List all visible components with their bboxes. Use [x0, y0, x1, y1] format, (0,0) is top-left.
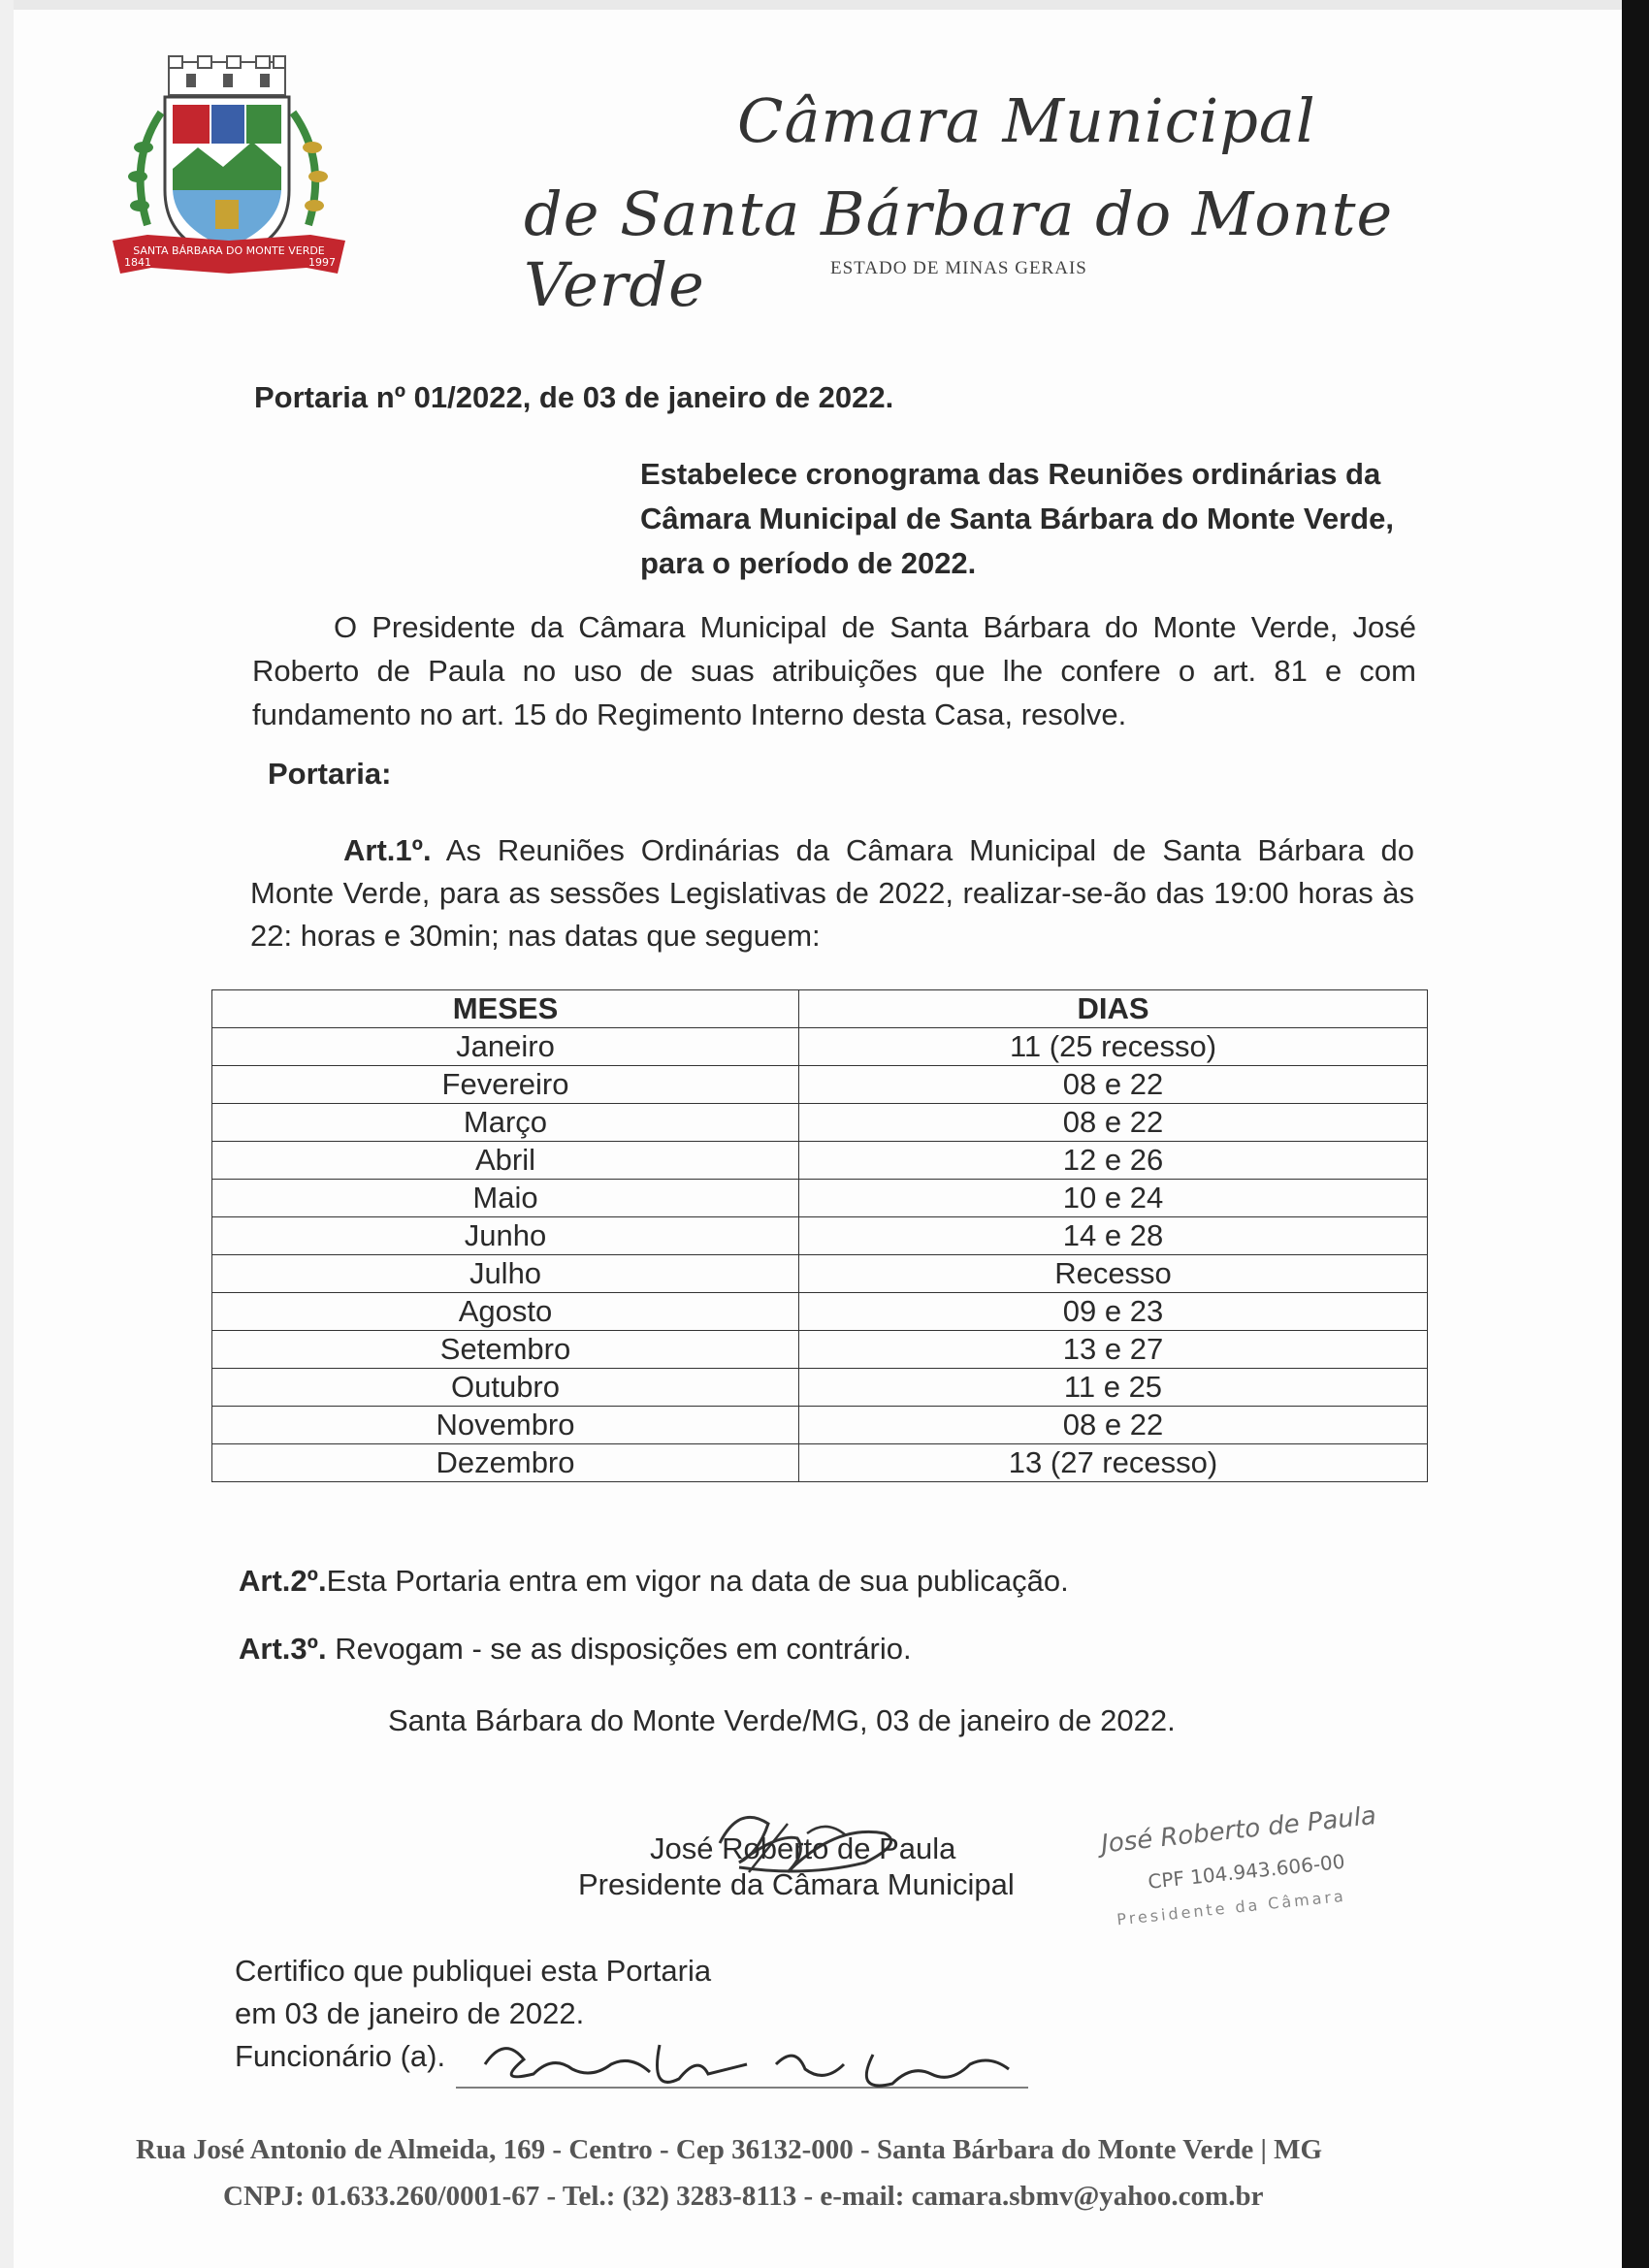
table-row [212, 1444, 1428, 1482]
signatory-role: Presidente da Câmara Municipal [578, 1867, 1015, 1901]
scan-edge-left [0, 0, 14, 2268]
month-cell: Maio [212, 1180, 799, 1217]
signatory-name: José Roberto de Paula [650, 1831, 956, 1865]
month-cell: Abril [212, 1142, 799, 1180]
article-2-label: Art.2º. [239, 1564, 327, 1598]
article-1-label: Art.1º. [343, 833, 432, 867]
month-cell: Fevereiro [212, 1066, 799, 1104]
portaria-label: Portaria: [268, 757, 392, 791]
crest-banner-text: SANTA BÁRBARA DO MONTE VERDE [133, 244, 325, 257]
crest-year-left: 1841 [124, 256, 151, 269]
days-cell: 10 e 24 [799, 1180, 1428, 1217]
certification-line1: Certifico que publiquei esta Portaria [235, 1954, 712, 1988]
table-row [212, 1255, 1428, 1293]
column-header-dias: DIAS [799, 990, 1428, 1028]
article-3-label: Art.3º. [239, 1632, 327, 1666]
table-row [212, 1407, 1428, 1444]
table-row [212, 1217, 1428, 1255]
official-stamp [1086, 1784, 1393, 1978]
crest-year-right: 1997 [308, 256, 336, 269]
certification-line3: Funcionário (a). [235, 2039, 446, 2073]
header-title-line1: Câmara Municipal [737, 85, 1316, 156]
document-title: Portaria nº 01/2022, de 03 de janeiro de 2022. [254, 380, 894, 414]
days-cell: 13 e 27 [799, 1331, 1428, 1369]
days-cell: 08 e 22 [799, 1407, 1428, 1444]
column-header-meses: MESES [212, 990, 799, 1028]
days-cell: 11 e 25 [799, 1369, 1428, 1407]
table-row [212, 1066, 1428, 1104]
article-3 [239, 1632, 912, 1667]
table-row [212, 1369, 1428, 1407]
table-row [212, 1142, 1428, 1180]
month-cell: Dezembro [212, 1444, 799, 1482]
days-cell: Recesso [799, 1255, 1428, 1293]
article-1-text: As Reuniões Ordinárias da Câmara Municipal de Santa Bárbara do Monte Verde, para as sessões Legislativas de 2022, realizar-se-ão das 19:00 horas às 22: horas e 30min; nas datas que seguem: [250, 833, 1414, 953]
table-row [212, 1180, 1428, 1217]
employee-handwritten-signature [456, 2025, 1048, 2103]
table-header-row [212, 990, 1428, 1028]
table-row [212, 1293, 1428, 1331]
days-cell: 13 (27 recesso) [799, 1444, 1428, 1482]
month-cell: Junho [212, 1217, 799, 1255]
article-3-text: Revogam - se as disposições em contrário. [326, 1632, 912, 1666]
stamp-name: José Roberto de Paula [1099, 1801, 1378, 1860]
month-cell: Novembro [212, 1407, 799, 1444]
scan-edge-top [0, 0, 1649, 10]
month-cell: Agosto [212, 1293, 799, 1331]
scan-edge-right [1622, 0, 1649, 2268]
header-title-line2: de Santa Bárbara do Monte Verde [524, 178, 1394, 320]
article-1 [250, 829, 1414, 957]
month-cell: Janeiro [212, 1028, 799, 1066]
footer-contact: CNPJ: 01.633.260/0001-67 - Tel.: (32) 3283-8113 - e-mail: camara.sbmv@yahoo.com.br [223, 2181, 1264, 2212]
table-row [212, 1331, 1428, 1369]
stamp-role: Presidente da Câmara [1116, 1886, 1347, 1929]
month-cell: Julho [212, 1255, 799, 1293]
days-cell: 08 e 22 [799, 1066, 1428, 1104]
footer-address: Rua José Antonio de Almeida, 169 - Centro - Cep 36132-000 - Santa Bárbara do Monte Verde | MG [136, 2134, 1323, 2165]
days-cell: 14 e 28 [799, 1217, 1428, 1255]
coat-of-arms-logo [109, 54, 349, 291]
place-date: Santa Bárbara do Monte Verde/MG, 03 de janeiro de 2022. [388, 1703, 1176, 1737]
document-ementa: Estabelece cronograma das Reuniões ordinárias da Câmara Municipal de Santa Bárbara do Monte Verde, para o período de 2022. [640, 457, 1394, 580]
article-2 [239, 1564, 1069, 1599]
table-row [212, 1104, 1428, 1142]
month-cell: Outubro [212, 1369, 799, 1407]
header-state: ESTADO DE MINAS GERAIS [830, 258, 1087, 278]
days-cell: 12 e 26 [799, 1142, 1428, 1180]
article-2-text: Esta Portaria entra em vigor na data de sua publicação. [326, 1564, 1069, 1598]
document-intro: O Presidente da Câmara Municipal de Santa Bárbara do Monte Verde, José Roberto de Paula no uso de suas atribuições que lhe confere o art. 81 e com fundamento no art. 15 do Regimento Interno desta Casa, resolve. [252, 610, 1416, 731]
stamp-cpf: CPF 104.943.606-00 [1147, 1849, 1346, 1894]
month-cell: Março [212, 1104, 799, 1142]
table-row [212, 1028, 1428, 1066]
days-cell: 11 (25 recesso) [799, 1028, 1428, 1066]
schedule-table [211, 989, 1428, 1482]
days-cell: 09 e 23 [799, 1293, 1428, 1331]
month-cell: Setembro [212, 1331, 799, 1369]
days-cell: 08 e 22 [799, 1104, 1428, 1142]
certification-line2: em 03 de janeiro de 2022. [235, 1996, 585, 2030]
